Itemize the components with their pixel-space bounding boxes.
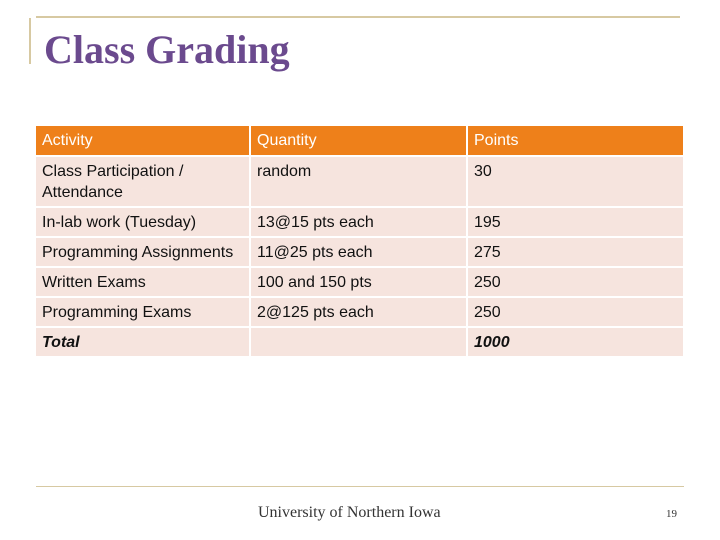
footer-text: University of Northern Iowa xyxy=(258,504,441,521)
cell-quantity: 13@15 pts each xyxy=(250,207,467,237)
cell-activity: Programming Assignments xyxy=(36,237,250,267)
table-header-row xyxy=(36,126,684,156)
grading-table xyxy=(36,126,685,358)
table-row xyxy=(36,156,684,207)
table-row xyxy=(36,297,684,327)
header-quantity: Quantity xyxy=(250,126,467,156)
cell-activity: In-lab work (Tuesday) xyxy=(36,207,250,237)
total-points: 1000 xyxy=(467,327,684,357)
cell-points: 30 xyxy=(467,156,684,207)
header-points: Points xyxy=(467,126,684,156)
cell-activity: Written Exams xyxy=(36,267,250,297)
slide-title: Class Grading xyxy=(44,27,290,72)
cell-activity: Programming Exams xyxy=(36,297,250,327)
cell-points: 275 xyxy=(467,237,684,267)
left-accent-bar xyxy=(29,18,31,64)
total-quantity xyxy=(250,327,467,357)
page-number: 19 xyxy=(666,508,677,520)
cell-points: 250 xyxy=(467,297,684,327)
cell-activity: Class Participation / Attendance xyxy=(36,156,250,207)
cell-quantity: 11@25 pts each xyxy=(250,237,467,267)
cell-quantity: random xyxy=(250,156,467,207)
top-rule xyxy=(36,16,680,18)
table-row xyxy=(36,267,684,297)
bottom-rule xyxy=(36,486,684,487)
header-activity: Activity xyxy=(36,126,250,156)
table-row xyxy=(36,237,684,267)
total-row xyxy=(36,327,684,357)
total-label: Total xyxy=(36,327,250,357)
cell-points: 250 xyxy=(467,267,684,297)
cell-points: 195 xyxy=(467,207,684,237)
cell-quantity: 2@125 pts each xyxy=(250,297,467,327)
cell-quantity: 100 and 150 pts xyxy=(250,267,467,297)
table-row xyxy=(36,207,684,237)
